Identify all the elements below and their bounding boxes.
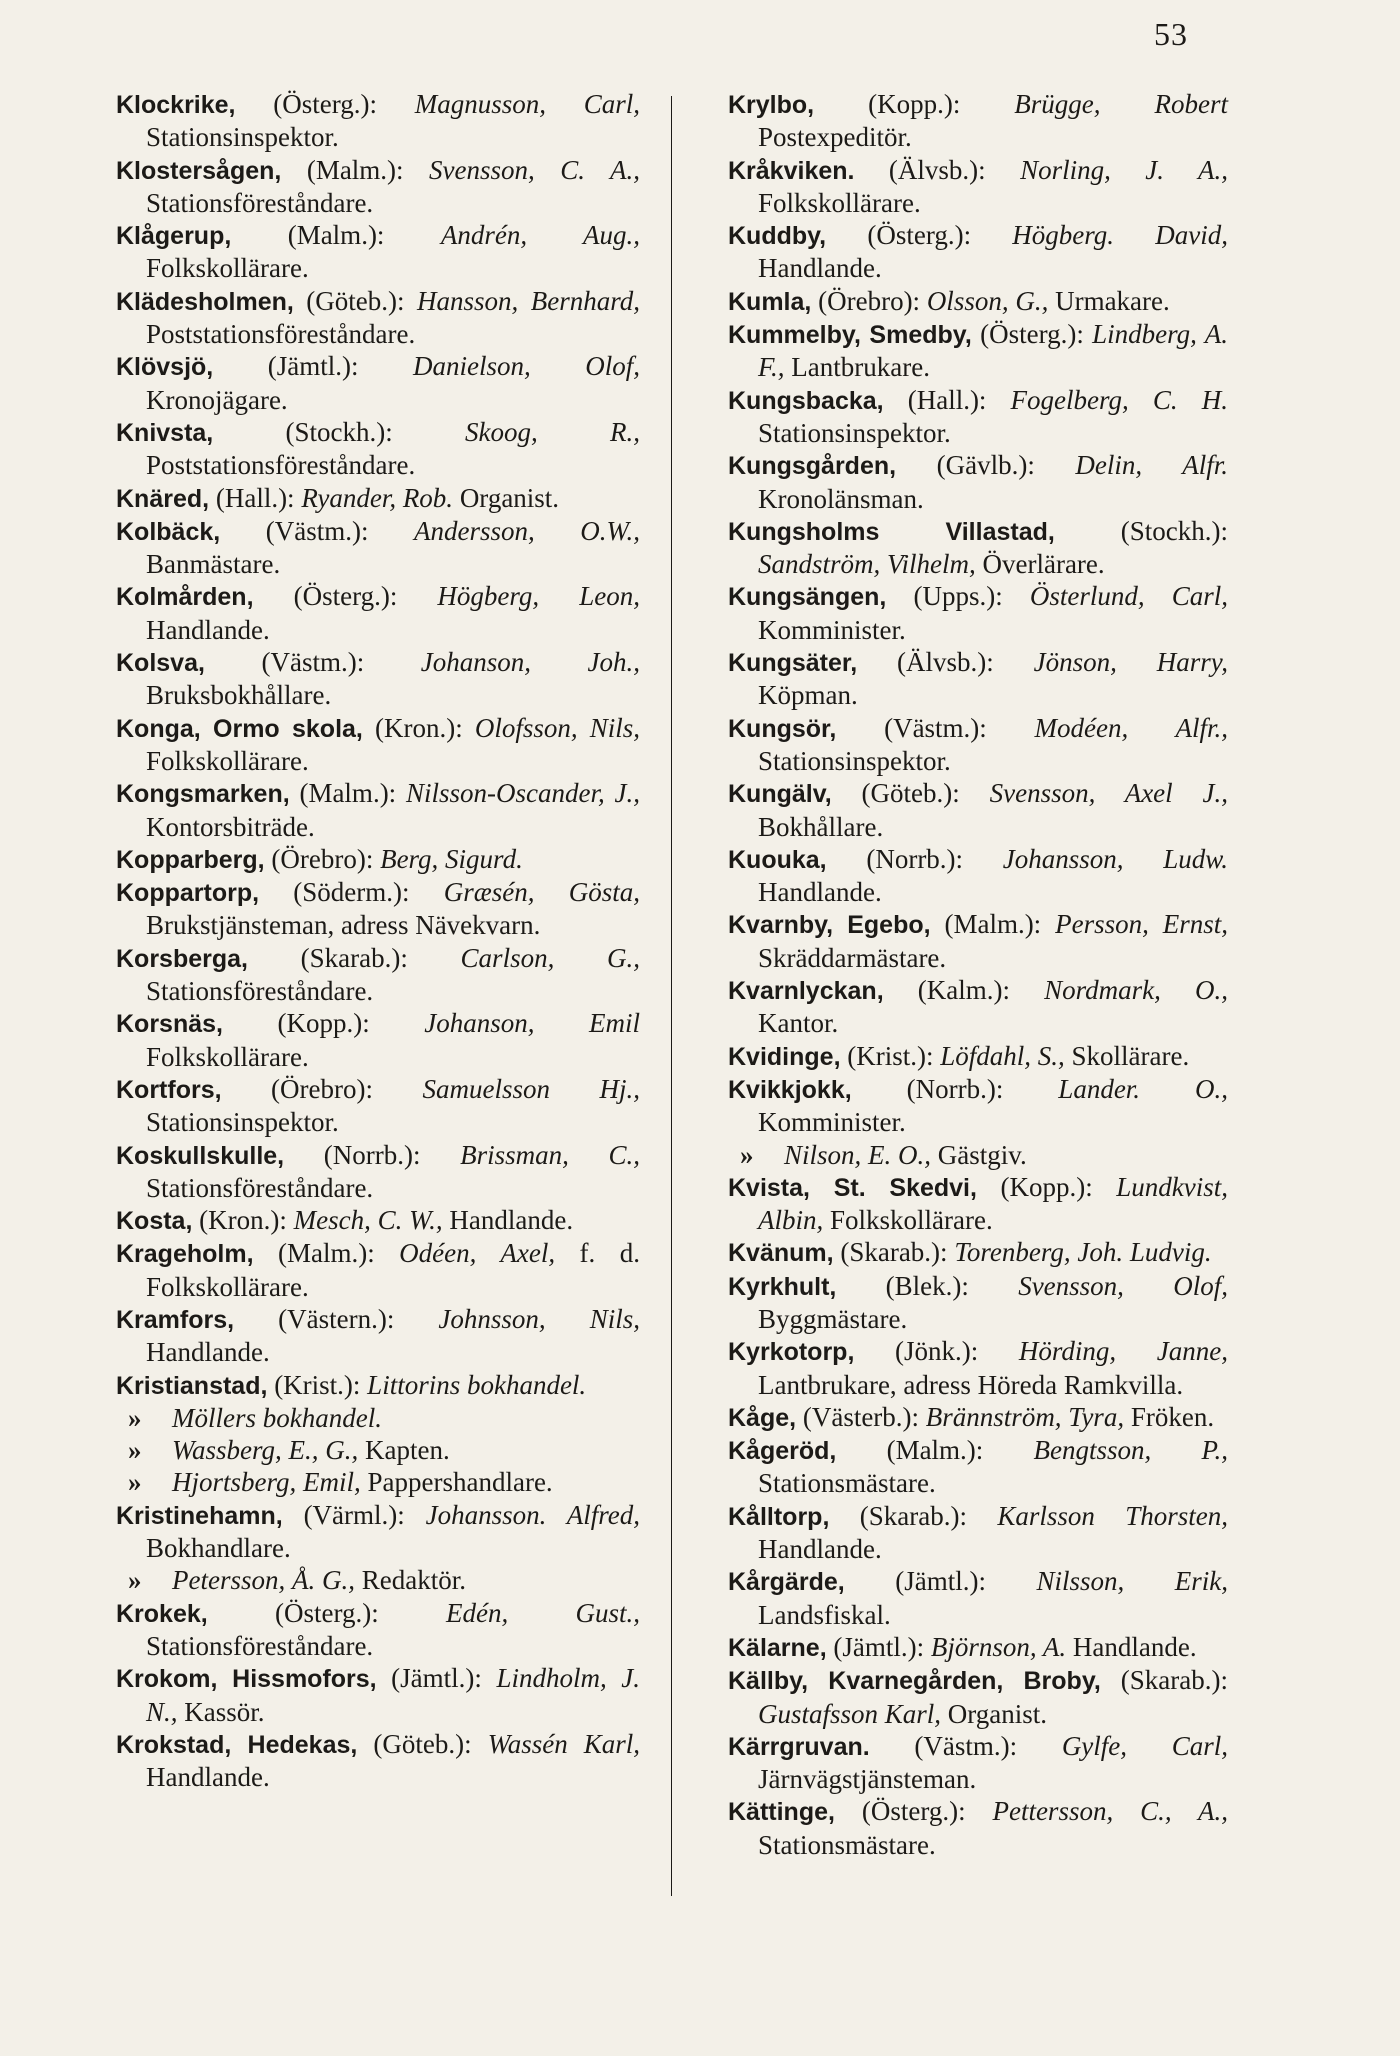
directory-entry [116,482,640,515]
person-name: Sandström, Vilhelm, [758,549,976,580]
county-abbreviation: (Jämtl.): [376,1663,497,1694]
county-abbreviation: (Österg.): [834,1796,993,1827]
directory-entry [116,88,640,154]
directory-entry [116,350,640,416]
county-abbreviation: (Jämtl.): [844,1566,1037,1597]
directory-entry [728,285,1228,318]
county-abbreviation: (Hall.): [883,384,1011,415]
occupation: Överlärare. [975,549,1105,580]
occupation: Byggmästare. [758,1303,908,1334]
person-name: Karlsson Thorsten, [997,1500,1228,1531]
county-abbreviation: (Österg.): [971,319,1093,350]
directory-entry [116,1499,640,1565]
place-name: Kolsva, [116,649,205,678]
directory-entry [116,1728,640,1794]
occupation: Stationsmästare. [758,1829,936,1860]
place-name: Kyrkhult, [728,1272,837,1301]
place-name: Källby, Kvarnegården, Broby, [728,1667,1101,1696]
place-name: Krokek, [116,1599,208,1628]
directory-entry [116,1466,640,1498]
person-name: Modéen, Alfr., [1034,712,1228,743]
directory-entry [728,1500,1228,1566]
county-abbreviation: (Värml.): [282,1499,426,1530]
county-abbreviation: (Norrb.): [851,1073,1059,1104]
occupation: Urmakare. [1048,285,1170,316]
person-name: Olsson, G., [926,285,1049,316]
person-name: Skoog, R., [465,416,640,447]
person-name: Björnson, A. [930,1631,1067,1662]
directory-entry [116,515,640,581]
county-abbreviation: (Skarab.): [1100,1665,1229,1696]
place-name: Korsnäs, [116,1010,223,1039]
person-name: Fogelberg, C. H. [1010,384,1228,415]
county-abbreviation: (Jönk.): [854,1336,1019,1367]
ditto-mark: » [128,1565,142,1596]
county-abbreviation: (Jämtl.): [213,351,413,382]
county-abbreviation: (Malm.): [930,909,1056,940]
directory-entry [116,1434,640,1466]
person-name: Lindholm, J. N., [146,1663,640,1727]
place-name: Kummelby, Smedby, [728,321,972,350]
county-abbreviation: (Blek.): [836,1270,1019,1301]
occupation: Stationsföreståndare. [146,976,374,1007]
directory-entry [116,646,640,712]
place-name: Kårgärde, [728,1568,845,1597]
person-name: Græsén, Gösta, [443,877,640,908]
county-abbreviation: (Örebro): [264,843,381,874]
directory-entry [728,1171,1228,1237]
person-name: Möllers bokhandel. [172,1402,382,1433]
person-name: Gustafsson Karl, [758,1698,942,1729]
occupation: Gästgiv. [931,1139,1027,1170]
place-name: Krokstad, Hedekas, [116,1730,358,1759]
person-name: Carlson, G., [460,942,640,973]
place-name: Klostersågen, [116,156,282,185]
place-name: Kåge, [728,1403,797,1432]
place-name: Kosta, [116,1207,193,1236]
occupation: Handlande. [146,614,270,645]
county-abbreviation: (Norrb.): [826,843,1003,874]
directory-entry [728,1795,1228,1861]
occupation: Lantbrukare. [784,352,930,383]
county-abbreviation: (Malm.): [253,1238,400,1269]
person-name: Johnsson, Nils, [438,1303,640,1334]
person-name: Andrén, Aug., [440,220,640,251]
occupation: Stationsföreståndare. [146,1630,374,1661]
directory-entry [116,1204,640,1237]
directory-entry [116,843,640,876]
left-column [116,88,640,1793]
occupation: Stationsinspektor. [758,417,951,448]
directory-entry [728,1401,1228,1434]
occupation: Kassör. [177,1696,265,1727]
county-abbreviation: (Göteb.): [831,778,990,809]
person-name: Nilsson, Erik, [1036,1566,1229,1597]
place-name: Klågerup, [116,222,232,251]
county-abbreviation: (Västm.): [220,515,414,546]
county-abbreviation: (Österg.): [235,89,415,119]
place-name: Kungsäter, [728,649,858,678]
directory-entry [728,1040,1228,1073]
county-abbreviation: (Norrb.): [284,1139,461,1170]
occupation: Kontorsbiträde. [146,811,315,842]
directory-entry [116,1597,640,1663]
directory-entry [728,1073,1228,1139]
directory-entry [728,1434,1228,1500]
occupation: Handlande. [758,1534,882,1565]
person-name: Delin, Alfr. [1075,450,1228,481]
county-abbreviation: (Göteb.): [357,1728,488,1759]
occupation: Fröken. [1124,1401,1215,1432]
directory-entry [116,580,640,646]
occupation: Folkskollärare. [823,1205,993,1236]
person-name: Svensson, Olof, [1018,1270,1228,1301]
county-abbreviation: (Västm.): [836,712,1035,743]
place-name: Kongsmarken, [116,780,290,809]
directory-entry [116,1237,640,1303]
person-name: Johansson. Alfred, [425,1499,640,1530]
place-name: Konga, Ormo skola, [116,714,363,743]
person-name: Brännström, Tyra, [925,1401,1125,1432]
place-name: Kvikkjokk, [728,1075,852,1104]
occupation: Stationsinspektor. [146,1107,339,1138]
place-name: Knäred, [116,484,210,513]
occupation: Bokhållare. [758,811,884,842]
occupation: Handlande. [758,253,882,284]
directory-entry [728,1236,1228,1269]
occupation: Stationsmästare. [758,1468,936,1499]
county-abbreviation: (Västern.): [234,1303,439,1334]
county-abbreviation: (Österg.): [253,581,438,612]
person-name: Gylfe, Carl, [1061,1730,1228,1761]
county-abbreviation: (Skarab.): [829,1500,998,1531]
place-name: Kolbäck, [116,517,221,546]
occupation: Bokhandlare. [146,1533,291,1564]
person-name: Nordmark, O., [1044,975,1228,1006]
county-abbreviation: (Upps.): [886,581,1030,612]
place-name: Koppartorp, [116,879,260,908]
directory-entry [728,777,1228,843]
directory-entry [728,712,1228,778]
right-column [728,88,1228,1861]
occupation: Stationsföreståndare. [146,187,374,218]
directory-entry [116,219,640,285]
directory-entry [728,974,1228,1040]
place-name: Kvarnlyckan, [728,977,884,1006]
directory-entry [728,1139,1228,1171]
occupation: Poststationsföreståndare. [146,450,416,481]
place-name: Koskullskulle, [116,1141,285,1170]
occupation: Pappershandlare. [360,1467,553,1498]
county-abbreviation: (Skarab.): [247,942,461,973]
county-abbreviation: (Kopp.): [976,1171,1117,1202]
occupation: Komminister. [758,1107,906,1138]
place-name: Kyrkotorp, [728,1338,855,1367]
place-name: Kungsgården, [728,452,897,481]
directory-entry [116,1139,640,1205]
county-abbreviation: (Stockh.): [1054,515,1228,546]
person-name: Littorins bokhandel. [367,1369,587,1400]
occupation: Stationsinspektor. [758,745,951,776]
directory-entry [728,1565,1228,1631]
person-name: Andersson, O.W., [413,515,640,546]
person-name: Olofsson, Nils, [474,712,640,743]
directory-entry [116,1662,640,1728]
person-name: Lander. O., [1058,1073,1229,1104]
occupation: Postexpeditör. [758,122,912,153]
person-name: Högberg. David, [1012,220,1228,251]
county-abbreviation: (Österg.): [207,1597,446,1628]
county-abbreviation: (Örebro): [811,285,927,316]
county-abbreviation: (Kopp.): [814,89,1015,119]
occupation: Stationsinspektor. [146,122,339,153]
county-abbreviation: (Kron.): [192,1205,294,1236]
column-divider [671,96,672,1896]
place-name: Krokom, Hissmofors, [116,1665,377,1694]
directory-entry [728,646,1228,712]
county-abbreviation: (Örebro): [221,1073,423,1104]
occupation: Handlande. [146,1337,270,1368]
county-abbreviation: (Österg.): [826,220,1013,251]
county-abbreviation: (Västm.): [204,647,421,678]
directory-entry [116,1073,640,1139]
directory-entry [116,777,640,843]
county-abbreviation: (Jämtl.): [826,1631,931,1662]
place-name: Kättinge, [728,1798,835,1827]
place-name: Kumla, [728,287,812,316]
county-abbreviation: (Kopp.): [222,1008,425,1039]
occupation: Bruksbokhållare. [146,680,332,711]
person-name: Hansson, Bernhard, [417,285,640,316]
place-name: Kungsholms Villastad, [728,517,1055,546]
directory-entry [728,88,1228,154]
occupation: Kapten. [358,1435,450,1466]
occupation: Banmästare. [146,549,281,580]
person-name: Petersson, Å. G., [172,1565,355,1596]
directory-entry [728,219,1228,285]
directory-entry [116,1303,640,1369]
place-name: Kågeröd, [728,1437,837,1466]
directory-entry [728,1270,1228,1336]
person-name: Wassén Karl, [487,1728,641,1759]
ditto-mark: » [128,1402,142,1433]
place-name: Krylbo, [728,91,815,119]
place-name: Kungsängen, [728,583,887,612]
ditto-mark: » [128,1435,142,1466]
county-abbreviation: (Kalm.): [883,975,1045,1006]
place-name: Korsberga, [116,944,248,973]
occupation: Lantbrukare, adress Höreda Ramkvilla. [758,1369,1184,1400]
county-abbreviation: (Söderm.): [259,877,444,908]
county-abbreviation: (Älvsb.): [857,647,1034,678]
person-name: Svensson, Axel J., [989,778,1228,809]
person-name: Samuelsson Hj., [422,1073,641,1104]
occupation: Brukstjänsteman, adress Nävekvarn. [146,910,541,941]
place-name: Kungsbacka, [728,386,884,415]
person-name: Brissman, C., [460,1139,640,1170]
person-name: Österlund, Carl, [1029,581,1228,612]
county-abbreviation: (Krist.): [267,1369,368,1400]
occupation: Handlande. [1066,1631,1197,1662]
occupation: Kronojägare. [146,384,288,415]
place-name: Kålltorp, [728,1502,830,1531]
person-name: Torenberg, Joh. Ludvig. [954,1237,1212,1268]
directory-entry [116,1402,640,1434]
county-abbreviation: (Göteb.): [293,285,418,316]
county-abbreviation: (Kron.): [362,712,475,743]
occupation: Organist. [941,1698,1048,1729]
occupation: Landsfiskal. [758,1599,891,1630]
occupation: Handlande. [758,877,882,908]
directory-entry [116,942,640,1008]
place-name: Klockrike, [116,91,236,119]
place-name: Kuddby, [728,222,827,251]
directory-entry [116,416,640,482]
occupation: Handlande. [146,1762,270,1793]
county-abbreviation: (Krist.): [840,1040,941,1071]
person-name: Hjortsberg, Emil, [172,1467,361,1498]
county-abbreviation: (Stockh.): [213,416,466,447]
place-name: Kramfors, [116,1305,235,1334]
person-name: Edén, Gust., [446,1597,641,1628]
county-abbreviation: (Malm.): [289,778,406,809]
occupation: Folkskollärare. [146,745,309,776]
occupation: Järnvägstjänsteman. [758,1764,977,1795]
place-name: Kristianstad, [116,1371,268,1400]
place-name: Kopparberg, [116,845,265,874]
person-name: Brügge, Robert [1014,89,1228,119]
person-name: Nilson, E. O., [784,1139,932,1170]
person-name: Odéen, Axel, [399,1238,556,1269]
directory-entry [116,1564,640,1596]
occupation: Köpman. [758,680,858,711]
place-name: Kungälv, [728,780,832,809]
ditto-mark: » [128,1467,142,1498]
place-name: Kråkviken. [728,156,855,185]
person-name: Johanson, Emil [424,1008,640,1039]
directory-entry [728,1664,1228,1730]
directory-entry [728,1631,1228,1664]
place-name: Kvidinge, [728,1042,841,1071]
place-name: Kortfors, [116,1075,222,1104]
directory-entry [728,1335,1228,1401]
occupation: Komminister. [758,614,906,645]
person-name: Persson, Ernst, [1055,909,1228,940]
directory-entry [728,1730,1228,1796]
occupation: Poststationsföreståndare. [146,319,416,350]
person-name: Magnusson, Carl, [414,89,640,119]
place-name: Kolmården, [116,583,254,612]
person-name: Berg, Sigurd. [380,843,523,874]
person-name: Lindberg, A. F., [758,319,1228,383]
place-name: Kvarnby, Egebo, [728,911,931,940]
place-name: Kvista, St. Skedvi, [728,1173,977,1202]
occupation: Handlande. [442,1205,574,1236]
person-name: Löfdahl, S., [940,1040,1065,1071]
county-abbreviation: (Skarab.): [833,1237,955,1268]
occupation: f. d. Folkskollärare. [146,1238,640,1302]
directory-entry [116,285,640,351]
occupation: Folkskollärare. [758,187,921,218]
person-name: Johanson, Joh., [420,647,640,678]
directory-entry [728,515,1228,581]
person-name: Nilsson-Oscander, J., [405,778,640,809]
county-abbreviation: (Malm.): [281,154,430,185]
place-name: Kristinehamn, [116,1501,283,1530]
occupation: Stationsföreståndare. [146,1172,374,1203]
place-name: Kärrgruvan. [728,1732,870,1761]
county-abbreviation: (Västerb.): [796,1401,926,1432]
place-name: Knivsta, [116,418,214,447]
county-abbreviation: (Gävlb.): [896,450,1076,481]
directory-entry [116,1007,640,1073]
person-name: Högberg, Leon, [437,581,640,612]
person-name: Jönson, Harry, [1033,647,1229,678]
occupation: Redaktör. [354,1565,466,1596]
person-name: Wassberg, E., G., [172,1435,359,1466]
directory-entry [728,384,1228,450]
directory-entry [116,154,640,220]
occupation: Skräddarmästare. [758,942,947,973]
occupation: Organist. [453,482,560,513]
occupation: Kronolänsman. [758,483,924,514]
place-name: Kälarne, [728,1633,827,1662]
person-name: Bengtsson, P., [1033,1435,1228,1466]
directory-entry [116,1369,640,1402]
directory-entry [728,318,1228,384]
person-name: Danielson, Olof, [413,351,640,382]
directory-entry [728,908,1228,974]
place-name: Kungsör, [728,714,837,743]
county-abbreviation: (Västm.): [869,1730,1062,1761]
directory-entry [116,712,640,778]
directory-entry [728,580,1228,646]
directory-entry [728,843,1228,909]
directory-entry [728,154,1228,220]
person-name: Hörding, Janne, [1018,1336,1228,1367]
person-name: Ryander, Rob. [301,482,454,513]
person-name: Norling, J. A., [1020,154,1228,185]
directory-entry [728,449,1228,515]
county-abbreviation: (Malm.): [836,1435,1034,1466]
occupation: Folkskollärare. [146,1041,309,1072]
county-abbreviation: (Hall.): [209,482,302,513]
page-number: 53 [1154,16,1188,52]
person-name: Pettersson, C., A., [992,1796,1228,1827]
place-name: Klövsjö, [116,353,214,382]
occupation: Folkskollärare. [146,253,309,284]
person-name: Svensson, C. A., [429,154,641,185]
place-name: Kvänum, [728,1239,834,1268]
person-name: Lundkvist, Albin, [758,1171,1229,1236]
county-abbreviation: (Älvsb.): [854,154,1021,185]
person-name: Mesch, C. W., [293,1205,443,1236]
person-name: Johansson, Ludw. [1002,843,1228,874]
occupation: Kantor. [758,1008,839,1039]
county-abbreviation: (Malm.): [231,220,441,251]
ditto-mark: » [740,1139,754,1170]
place-name: Kuouka, [728,845,827,874]
occupation: Skollärare. [1064,1040,1190,1071]
place-name: Krageholm, [116,1240,254,1269]
directory-entry [116,876,640,942]
place-name: Klädesholmen, [116,287,294,316]
